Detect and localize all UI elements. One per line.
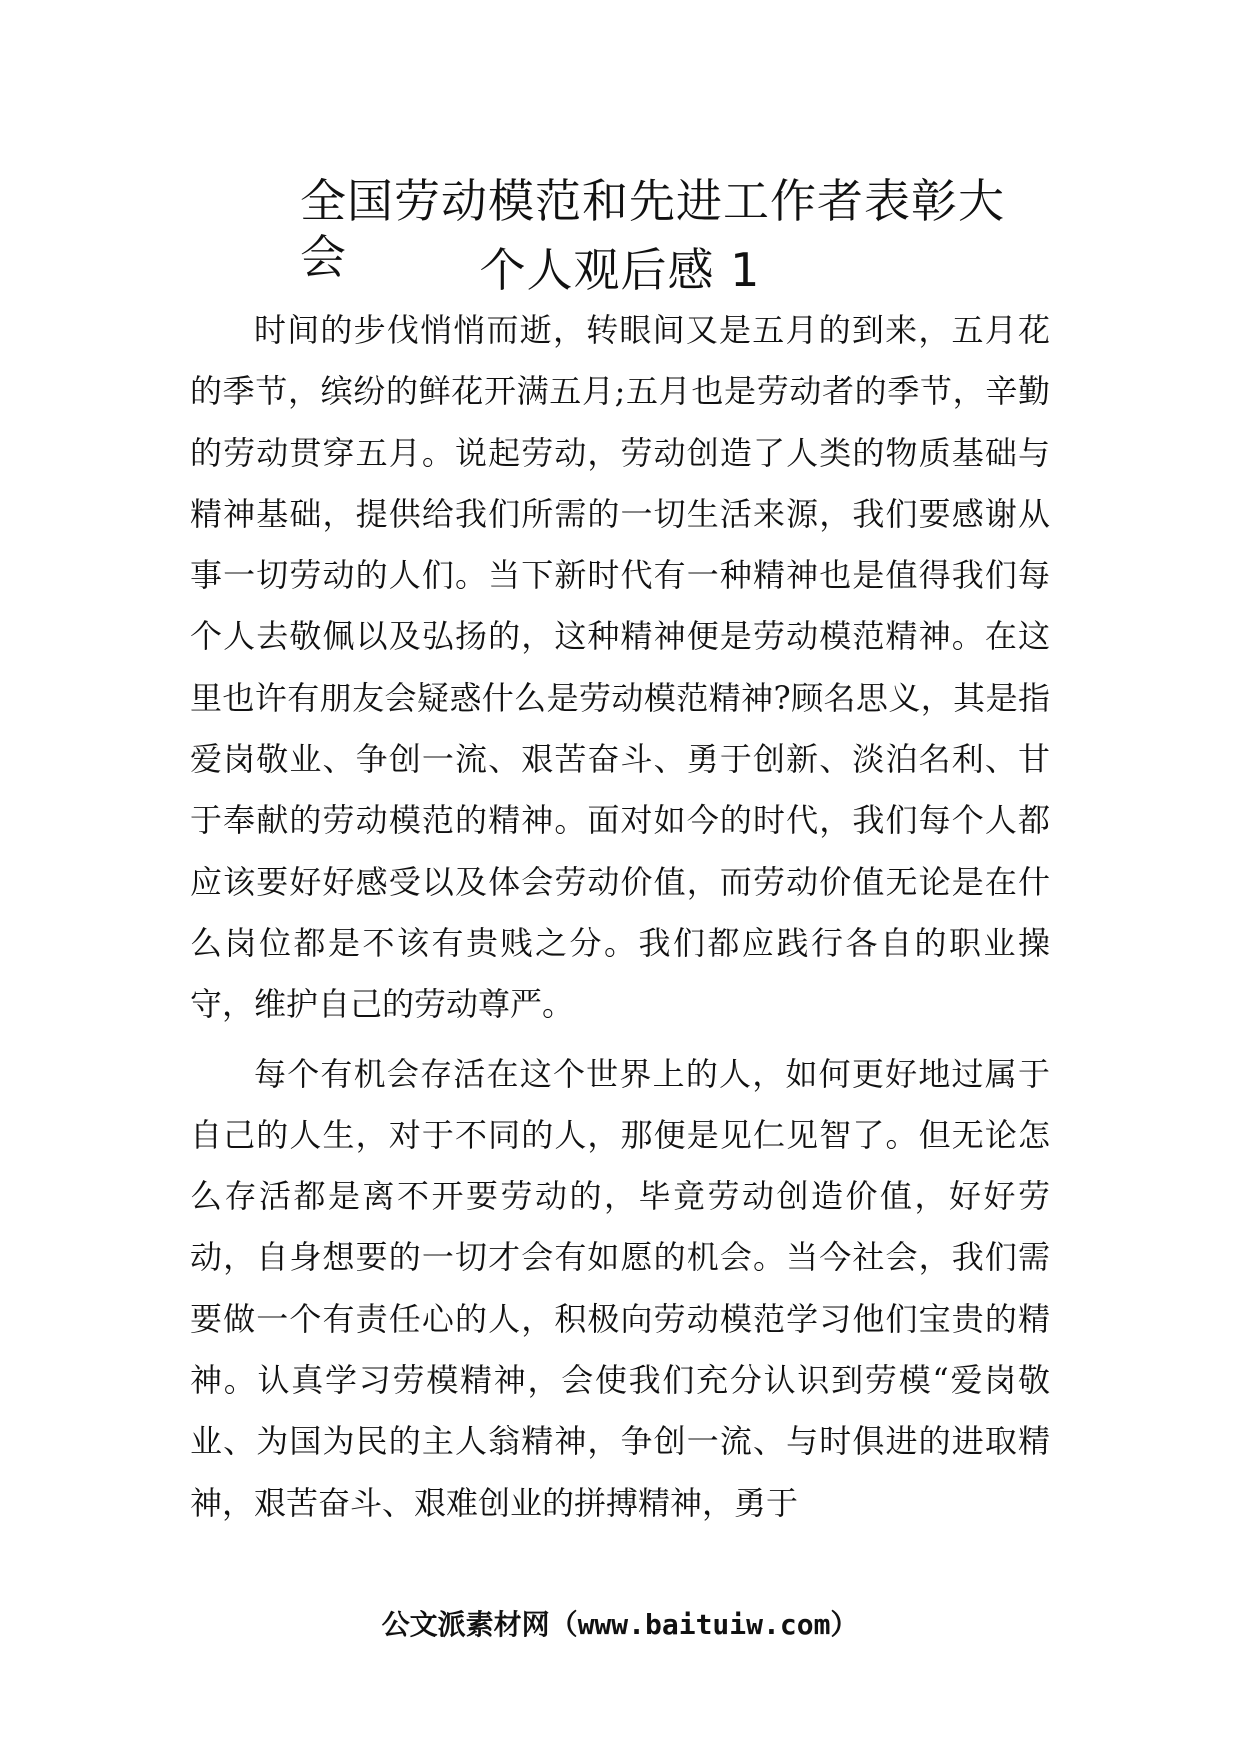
- document-footer: 公文派素材网（www.baituiw.com）: [381, 1608, 859, 1641]
- document-title-line-1: 全国劳动模范和先进工作者表彰大会: [300, 174, 1005, 284]
- document-title-line-2: 个人观后感 1: [479, 243, 761, 297]
- paragraph-1: 时间的步伐悄悄而逝，转眼间又是五月的到来，五月花的季节，缤纷的鲜花开满五月;五月也是劳动者的季节，辛勤的劳动贯穿五月。说起劳动，劳动创造了人类的物质基础与精神基础，提供给我们所需的一切生活来源，我们要感谢从事一切劳动的人们。当下新时代有一种精神也是值得我们每个人去敬佩以及弘扬的，这种精神便是劳动模范精神。在这里也许有朋友会疑惑什么是劳动模范精神?顾名思义，其是指爱岗敬业、争创一流、艰苦奋斗、勇于创新、淡泊名利、甘于奉献的劳动模范的精神。面对如今的时代，我们每个人都应该要好好感受以及体会劳动价值，而劳动价值无论是在什么岗位都是不该有贵贱之分。我们都应践行各自的职业操守，维护自己的劳动尊严。: [190, 311, 1050, 1024]
- paragraph-2: 每个有机会存活在这个世界上的人，如何更好地过属于自己的人生，对于不同的人，那便是见仁见智了。但无论怎么存活都是离不开要劳动的，毕竟劳动创造价值，好好劳动，自身想要的一切才会有如愿的机会。当今社会，我们需要做一个有责任心的人，积极向劳动模范学习他们宝贵的精神。认真学习劳模精神，会使我们充分认识到劳模“爱岗敬业、为国为民的主人翁精神，争创一流、与时俱进的进取精神，艰苦奋斗、艰难创业的拼搏精神，勇于: [190, 1054, 1050, 1522]
- document-body: [190, 300, 1050, 1534]
